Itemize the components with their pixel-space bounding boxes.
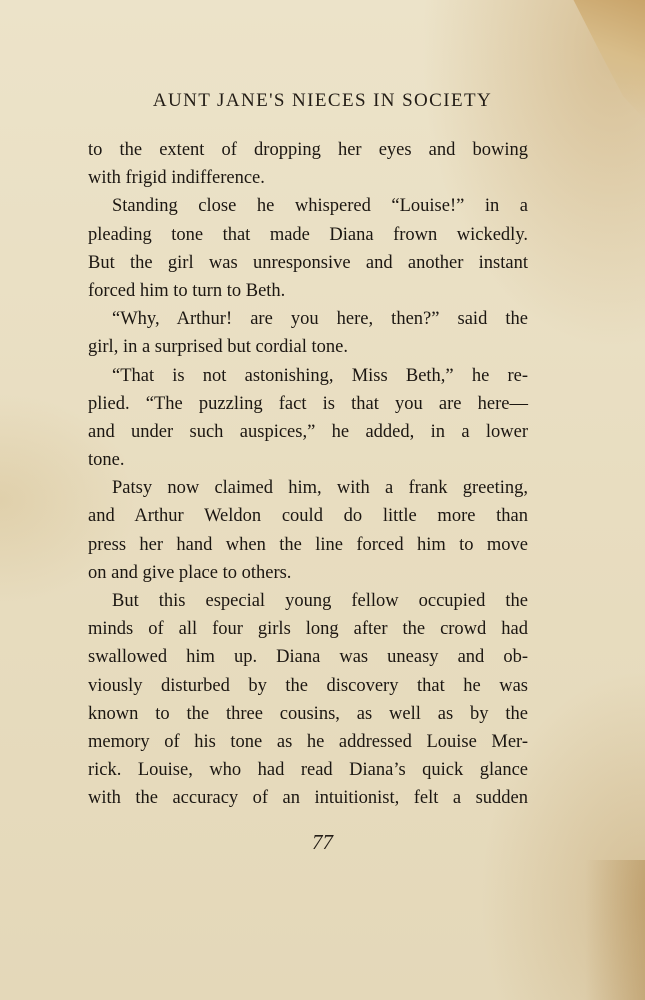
text-line: But the girl was unresponsive and another instant — [88, 252, 528, 273]
text-line: and under such auspices,” he added, in a lower — [88, 421, 528, 442]
text-line: press her hand when the line forced him to move — [88, 534, 528, 555]
text-line: “That is not astonishing, Miss Beth,” he re- — [112, 365, 528, 386]
running-head: AUNT JANE'S NIECES IN SOCIETY — [152, 90, 493, 111]
text-line: minds of all four girls long after the crowd had — [88, 619, 528, 640]
text-line: memory of his tone as he addressed Louise Mer- — [88, 731, 528, 752]
text-line: rick. Louise, who had read Diana’s quick glance — [88, 760, 528, 781]
text-line: plied. “The puzzling fact is that you are here— — [88, 393, 528, 414]
text-line: with frigid indifference. — [88, 168, 265, 189]
text-line: on and give place to others. — [88, 562, 292, 583]
text-line: with the accuracy of an intuitionist, felt a sudden — [88, 788, 528, 809]
text-line: Patsy now claimed him, with a frank greeting, — [112, 478, 528, 499]
text-line: forced him to turn to Beth. — [88, 280, 286, 301]
text-line: viously disturbed by the discovery that he was — [88, 675, 528, 696]
text-line: pleading tone that made Diana frown wickedly. — [88, 224, 528, 245]
text-line: known to the three cousins, as well as by the — [88, 703, 528, 724]
text-line: and Arthur Weldon could do little more than — [88, 506, 528, 527]
page-number: 77 — [312, 830, 333, 854]
text-line: “Why, Arthur! are you here, then?” said the — [112, 309, 528, 330]
body-text — [88, 136, 528, 813]
text-line: swallowed him up. Diana was uneasy and ob- — [88, 647, 528, 668]
text-line: Standing close he whispered “Louise!” in a — [112, 196, 528, 217]
text-line: to the extent of dropping her eyes and bowing — [88, 140, 528, 160]
edge-stain — [585, 860, 645, 1000]
text-line: tone. — [88, 450, 125, 471]
text-line: girl, in a surprised but cordial tone. — [88, 337, 348, 358]
text-line: But this especial young fellow occupied the — [112, 591, 528, 611]
